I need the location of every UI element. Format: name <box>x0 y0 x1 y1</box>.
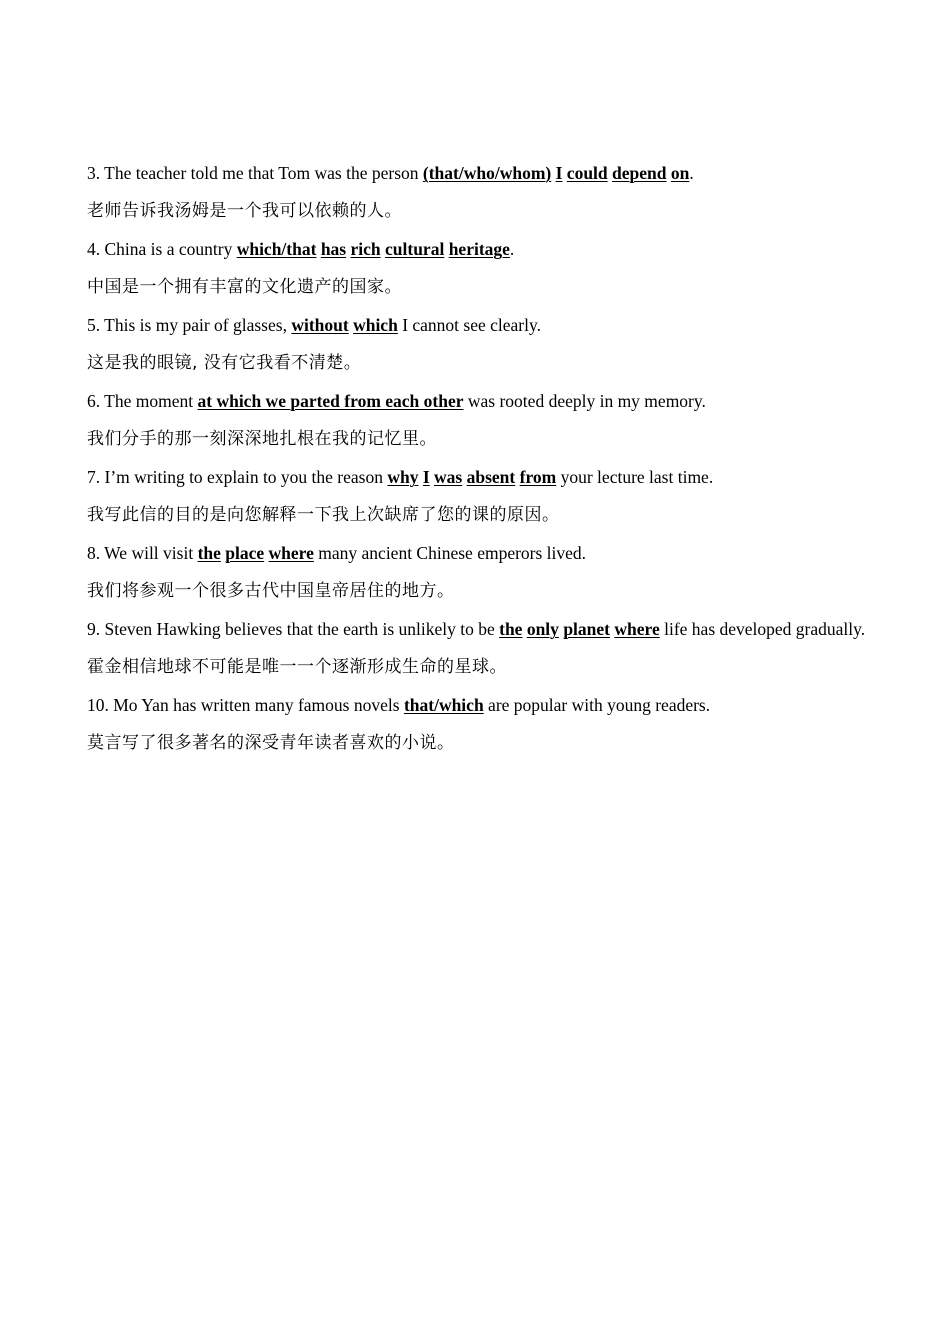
answer-text: why <box>387 467 419 487</box>
answer-text: heritage <box>448 239 510 259</box>
chinese-translation: 莫言写了很多著名的深受青年读者喜欢的小说。 <box>87 733 455 753</box>
chinese-translation: 我写此信的目的是向您解释一下我上次缺席了您的课的原因。 <box>87 505 560 525</box>
answer-text: which/that <box>236 239 317 259</box>
chinese-translation: 这是我的眼镜, 没有它我看不清楚。 <box>87 353 362 373</box>
english-sentence <box>87 382 887 420</box>
chinese-translation: 我们将参观一个很多古代中国皇帝居住的地方。 <box>87 581 455 601</box>
answer-text: cultural <box>385 239 445 259</box>
exercise-item <box>87 230 887 306</box>
sentence-text: life has developed gradually. <box>659 619 866 639</box>
sentence-text: 9. Steven Hawking believes that the earth is unlikely to be <box>87 619 500 639</box>
answer-text: (that/who/whom) <box>422 163 552 183</box>
exercise-item <box>87 686 887 762</box>
sentence-text: . <box>689 163 694 183</box>
sentence-text: . <box>509 239 515 259</box>
answer-text: which <box>353 315 398 335</box>
exercise-item <box>87 382 887 458</box>
answer-text: on <box>670 163 690 183</box>
english-sentence <box>87 458 887 496</box>
english-sentence <box>87 154 887 192</box>
chinese-translation: 我们分手的那一刻深深地扎根在我的记忆里。 <box>87 429 437 449</box>
chinese-translation: 霍金相信地球不可能是唯一一个逐渐形成生命的星球。 <box>87 657 507 677</box>
english-sentence <box>87 230 887 268</box>
answer-text: only <box>526 619 559 639</box>
sentence-text: many ancient Chinese emperors lived. <box>313 543 587 563</box>
exercise-item <box>87 610 887 686</box>
answer-text: place <box>225 543 265 563</box>
answer-text: I <box>422 467 430 487</box>
sentence-text: 6. The moment <box>87 391 198 411</box>
answer-text: was <box>434 467 463 487</box>
answer-text: could <box>566 163 608 183</box>
exercise-item <box>87 306 887 382</box>
sentence-text: 10. Mo Yan has written many famous novels <box>87 695 404 715</box>
exercise-item <box>87 458 887 534</box>
answer-text: where <box>614 619 660 639</box>
answer-text: absent <box>466 467 516 487</box>
english-sentence <box>87 534 887 572</box>
answer-text: the <box>499 619 523 639</box>
english-sentence <box>87 306 887 344</box>
chinese-translation: 中国是一个拥有丰富的文化遗产的国家。 <box>87 277 402 297</box>
answer-text: without <box>291 315 349 335</box>
exercise-list <box>87 154 887 762</box>
english-sentence <box>87 610 887 648</box>
english-sentence <box>87 686 887 724</box>
sentence-text: your lecture last time. <box>556 467 714 487</box>
exercise-item <box>87 154 887 230</box>
answer-text: rich <box>350 239 381 259</box>
document-page <box>87 154 887 762</box>
answer-text: planet <box>563 619 610 639</box>
sentence-text: 8. We will visit <box>87 543 198 563</box>
sentence-text: I cannot see clearly. <box>397 315 541 335</box>
answer-text: has <box>320 239 347 259</box>
sentence-text: 5. This is my pair of glasses, <box>87 315 292 335</box>
answer-text: I <box>555 163 563 183</box>
answer-text: that/which <box>403 695 484 715</box>
answer-text: the <box>197 543 221 563</box>
chinese-translation: 老师告诉我汤姆是一个我可以依赖的人。 <box>87 201 402 221</box>
sentence-text: 3. The teacher told me that Tom was the person <box>87 163 423 183</box>
sentence-text: 7. I’m writing to explain to you the reason <box>87 467 388 487</box>
sentence-text: are popular with young readers. <box>483 695 711 715</box>
sentence-text: was rooted deeply in my memory. <box>463 391 706 411</box>
answer-text: where <box>268 543 314 563</box>
answer-text: at which we parted from each other <box>197 391 464 411</box>
sentence-text: 4. China is a country <box>87 239 237 259</box>
exercise-item <box>87 534 887 610</box>
answer-text: from <box>519 467 557 487</box>
answer-text: depend <box>612 163 667 183</box>
